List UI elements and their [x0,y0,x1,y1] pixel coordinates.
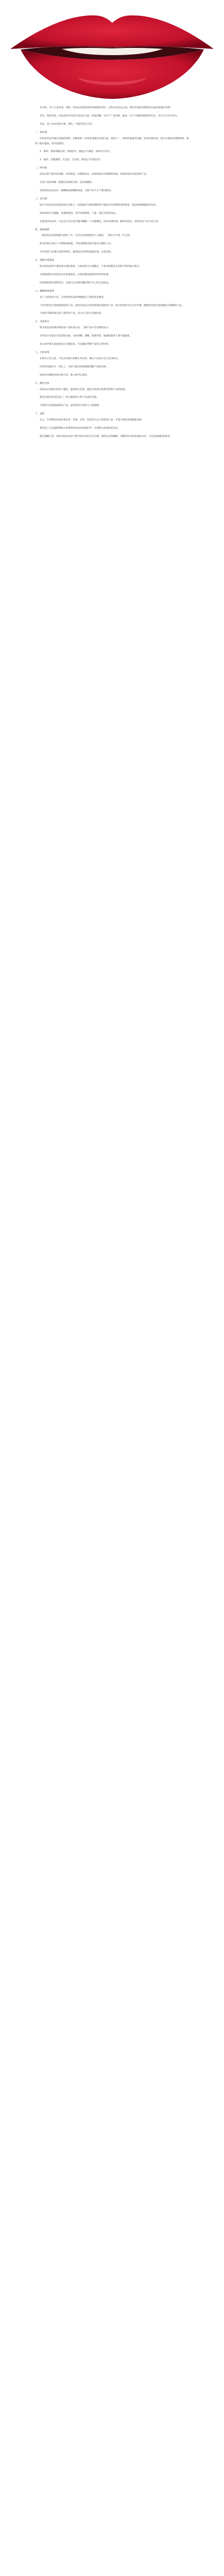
section-heading: 六、根据肤质选择 [35,290,54,293]
section-paragraph: 购买时要注意生产日期和保质期，不要贪图便宜购买临近过期的产品。 [40,243,113,246]
section-paragraph: 2．液状：清澈透明，无沉淀、无杂质，摇晃后不出现分层。 [40,159,103,162]
article-section [35,350,189,378]
lips-header-image [0,0,224,108]
section-heading: 三、试手感 [35,197,47,200]
section-paragraph: 希望以上方法能够帮助大家辨别化妆品的质量好坏，买到称心如意的化妆品。 [40,427,120,430]
intro-paragraph: 在年底，对于大家来说，选购一件化妆品的时机和价格都非常好，在购买化妆品之前，我们应该如何辨别化妆品的质量好坏呢？ [40,107,173,109]
intro-paragraph: 首先，要看包装，化妆品的外包装应该完好无损，标签清晰，有生产厂家名称、地址、生产日期和保质期等信息，并有卫生许可证号。 [40,114,180,117]
section-paragraph: 最后提醒大家，再好的化妆品也不能代替良好的生活习惯，保持充足的睡眠、均衡的饮食和适量的运动，才是美丽肌肤的根本。 [40,435,173,438]
section-paragraph: 使用后要及时盖好盖子，防止细菌进入和产品氧化变质。 [40,396,99,399]
section-heading: 九、储存方法 [35,382,49,385]
section-paragraph: 化妆品应放置在阴凉干燥处，避免阳光直射，温度过高或过低都会影响产品的质量。 [40,388,127,391]
article-section [35,258,189,286]
section-paragraph: 有些成分可能会引起皮肤过敏，比如香精、酒精、防腐剂等，敏感肌肤的人要尽量避免。 [40,335,132,338]
section-paragraph: 不要盲目跟风购买别人推荐的产品，适合自己的才是最好的。 [40,312,104,315]
section-heading: 四、看保质期 [35,228,49,231]
section-paragraph: 在购买正装之前，可以先向柜台索要小样试用，确认产品适合自己后再购买。 [40,357,120,360]
section-paragraph: 如果涂抹后有粗糙、发黏的感觉，甚至皮肤刺痒、干涩，则是劣质化妆品。 [40,212,118,215]
article-section [35,197,189,225]
article-sections [35,130,189,439]
article-section [35,381,189,409]
section-paragraph: 成分表中排在前面的成分含量较高，可以据此判断产品的主要功效。 [40,343,111,346]
article-section [35,228,189,256]
section-heading: 八、小样试用 [35,351,49,354]
article-body [35,106,189,443]
section-heading: 七、注意成分 [35,320,49,324]
section-paragraph: 在挑选化妆品时，可以先在耳后或手腕内侧做一个过敏测试，如果出现红肿、瘙痒等症状，说明这款产品不适合你。 [40,220,161,223]
intro-paragraph: 其次，看产品本身的外观、颜色、气味等是否正常。 [40,123,94,126]
section-heading: 五、选择正规渠道 [35,259,54,262]
section-paragraph: 化妆品的气味有的淡雅，有的浓烈，但都很纯正。如果闻起来有刺鼻的怪味，则说明是伪劣或变质产品。 [40,173,149,176]
article-section [35,130,189,163]
section-paragraph: 每个人的肤质不同，在选择化妆品时要根据自己的肤质来挑选。 [40,296,106,299]
section-paragraph: 不要用手直接挖取膏状产品，最好使用专用的小勺或刮棒。 [40,404,101,408]
section-heading: 十、总结 [35,413,45,416]
section-paragraph: 一般的化妆品保质期为两到三年，开封后的保质期会大大缩短，一般在半年到一年之间。 [40,234,132,238]
article-section [35,289,189,317]
lips-illustration [0,0,224,108]
section-paragraph: 正规渠道购买的化妆品有质量保证，出现问题也能够及时得到处理。 [40,273,111,276]
section-paragraph: 正规产品的香味一般都比较柔和自然，没有刺激性。 [40,181,94,184]
section-paragraph: 购买化妆品时要仔细查看产品的成分表，了解产品中含有哪些成分。 [40,327,111,330]
article-section [35,166,189,194]
section-paragraph: 1．膏状：膏体细腻光滑，软硬适中，挑起后不滴落，涂抹开后均匀。 [40,150,112,154]
section-paragraph: 取少许化妆品轻轻地涂抹在皮肤上，如果能均匀紧致地附着于肌肤且有滑润舒适的感觉，就是质地细腻的化妆品。 [40,204,158,207]
section-heading: 二、闻气味 [35,167,47,170]
article-intro [35,106,189,127]
article-section [35,319,189,347]
section-paragraph: 好的化妆品外观应该颜色鲜明、清雅柔和。如果发现颜色灰暗污浊，深浅不一，则说明质量有问题。如果外观浑浊、油水分离或出现絮状物，膏体干缩有裂纹，则不能使用。 [35,137,189,145]
section-paragraph: 干性皮肤适合选择滋润型的产品；油性皮肤适合选择清爽控油型的产品；混合性皮肤可以分区护理；敏感性皮肤应选择温和无刺激的产品。 [40,304,184,307]
section-paragraph: 如果试用期间皮肤出现不适，要立即停止使用。 [40,374,90,377]
section-heading: 一、看外观 [35,131,47,134]
section-paragraph: 变质的化妆品会有一股酸败或哈喇的味道，这种产品千万不要再使用。 [40,189,113,192]
section-paragraph: 购买化妆品时尽量选择正规的商场、专柜或者官方旗舰店，不要贪图便宜在来路不明的地方购买。 [40,265,142,268]
section-paragraph: 总之，在选购化妆品时要多看、多闻、多试，选择适合自己的优质产品，才能让肌肤更加健康美丽。 [40,419,144,422]
section-paragraph: 开封后的产品要注意密封保存，避免阳光直射和高温环境，以免变质。 [40,251,113,254]
section-paragraph: 同时要保留好购物凭证，以便日后出现问题时维护自己的合法权益。 [40,281,111,284]
article-section [35,412,189,439]
section-paragraph: 试用时间最好在一周以上，这样才能比较准确地判断产品的效果。 [40,365,109,368]
